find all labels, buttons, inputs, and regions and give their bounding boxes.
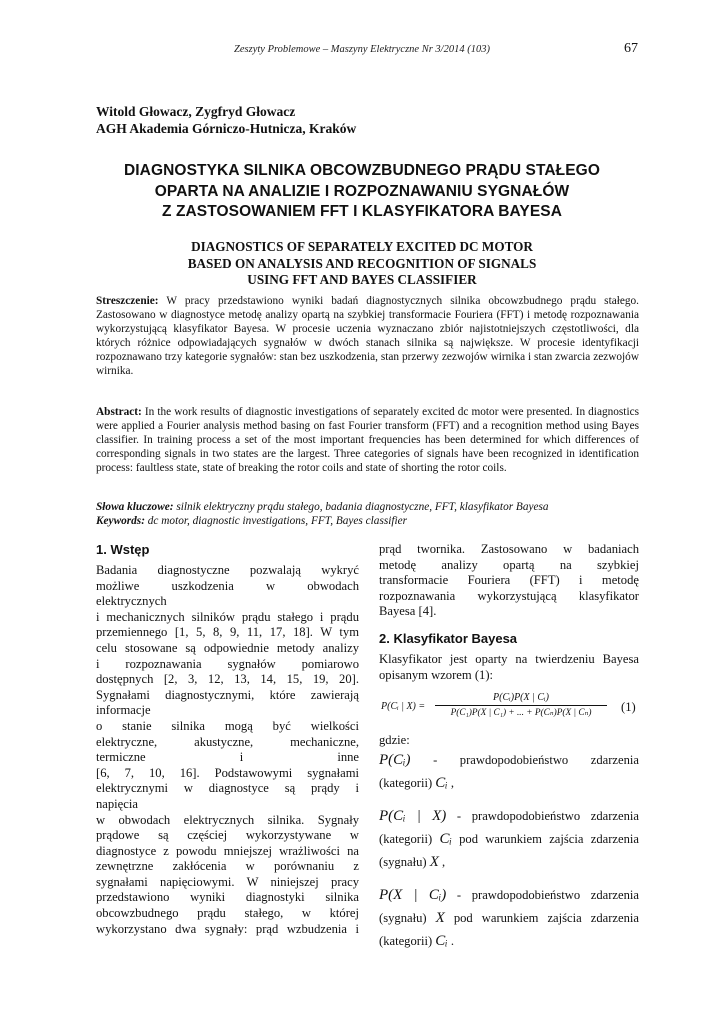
text-line: wykorzystano dwa sygnały: prąd wzbudzenia i: [96, 921, 359, 936]
definition-text: pod warunkiem zajścia zdarzenia: [444, 910, 639, 925]
text-line: elektryczne, akustyczne, mechaniczne,: [96, 734, 359, 749]
keywords-block: [96, 500, 656, 528]
text-line: o stanie silnika mogą być wielkości: [96, 718, 359, 733]
title-pl-line: DIAGNOSTYKA SILNIKA OBCOWZBUDNEGO PRĄDU STAŁEGO: [123, 162, 600, 179]
text-line: zewnętrzne zakłócenia w porównaniu z: [96, 859, 359, 874]
title-pl-line: OPARTA NA ANALIZIE I ROZPOZNAWANIU SYGNAŁÓW: [154, 182, 570, 200]
section-heading-intro: 1. Wstęp: [96, 542, 150, 557]
intro-continuation: [379, 542, 639, 620]
streszczenie-paragraph: [96, 294, 639, 378]
text-line: rozpoznawania wykorzystującą klasyfikator: [379, 588, 639, 603]
title-en-line: USING FFT AND BAYES CLASSIFIER: [247, 272, 477, 287]
definition-line: [379, 851, 639, 874]
keywords-en: [96, 514, 656, 528]
formula-fraction: [435, 691, 607, 720]
definition-line: [379, 884, 639, 907]
text-line: elektrycznymi w diagnostyce są prądy i: [96, 781, 359, 796]
streszczenie-text: W pracy przedstawiono wyniki badań diagnostycznych silnika obcowzbudnego prądu stałego. Zastosowano w diagnostyce metodę analizy opartą na szybkiej transformacie Fouriera (FFT) i metodę rozpoznawania wykorzystującą klasyfikator Bayesa. W procesie uczenia wyznaczano zbiór najistotniejszych częstotliwości, dla których różnice odpowiadających sygnałów w dwóch stanach silnika są największe. W procesie identyfikacji rozpoznawano trzy kategorie sygnałów: stan bez uszkodzenia, stan przerwy zezwojów wirnika i stan zwarcia zezwojów wirnika.: [96, 295, 639, 377]
text-line: i mechanicznych silników prądu stałego i prądu: [96, 609, 359, 624]
formula-denominator: P(C₁)P(X | C₁) + ... + P(Cₙ)P(X | Cₙ): [450, 708, 592, 719]
definition-line: [379, 907, 639, 930]
author-block: [96, 103, 356, 137]
text-line: prądowe są częściej wykorzystywane w: [96, 828, 359, 843]
definition-text: (kategorii): [379, 933, 436, 948]
abstract-text: In the work results of diagnostic investigations of separately excited dc motor were presented. In diagnostics were applied a Fourier analysis method basing on fast Fourier transform (FFT) and a recognition method using Bayes classifier. In training process a set of the most important frequencies has been determined for which differences of corresponding signals in two states are the largest. Three categories of signals have been recognized in identification process: faultless state, state of breaking the rotor coils and state of shorting the rotor coils.: [96, 406, 639, 474]
math-symbol: P(Cᵢ): [379, 751, 411, 768]
definition-text: ,: [438, 854, 446, 869]
gdzie-label: gdzie:: [379, 733, 410, 748]
definition-text: - prawdopodobieństwo zdarzenia: [446, 887, 639, 902]
definition-text: ,: [447, 775, 454, 790]
abstract-paragraph: [96, 405, 639, 475]
formula-numerator: P(Cᵢ)P(X | Cᵢ): [493, 692, 549, 704]
definition-item: [379, 749, 639, 795]
definition-item: [379, 884, 639, 953]
definition-line: [379, 749, 639, 772]
keywords-pl-label: Słowa kluczowe:: [96, 501, 174, 513]
math-symbol: Cᵢ: [435, 774, 448, 791]
fraction-bar: [435, 705, 607, 706]
page-number: 67: [624, 41, 638, 56]
text-line: metodę analizy opartą na szybkiej: [379, 557, 639, 572]
definition-text: (kategorii): [379, 775, 436, 790]
text-line: przemiennego [1, 5, 8, 9, 11, 17, 18]. W tym: [96, 625, 359, 640]
math-symbol: X: [435, 909, 445, 926]
left-column: [96, 541, 359, 937]
text-line: Badania diagnostyczne pozwalają wykryć: [96, 563, 359, 577]
title-pl-line: Z ZASTOSOWANIEM FFT I KLASYFIKATORA BAYESA: [161, 203, 563, 220]
math-symbol: P(X | Cᵢ): [379, 886, 447, 903]
running-head: Zeszyty Problemowe – Maszyny Elektryczne Nr 3/2014 (103): [234, 44, 490, 55]
definition-text: (kategorii): [379, 831, 440, 846]
text-line: Klasyfikator jest oparty na twierdzeniu Bayesa: [379, 651, 639, 666]
text-line: opisanym wzorem (1):: [379, 667, 494, 682]
text-line: elektrycznych: [96, 594, 167, 609]
text-line: Sygnałami diagnostycznymi, które zawierają: [96, 687, 359, 702]
math-symbol: X: [429, 853, 439, 870]
author-affiliation: AGH Akademia Górniczo-Hutnicza, Kraków: [96, 121, 357, 136]
text-line: w obwodach elektrycznych silnika. Sygnały: [96, 812, 359, 827]
definition-text: (sygnału): [379, 854, 430, 869]
text-line: przedstawiono wyniki diagnostyki silnika: [96, 890, 359, 905]
keywords-en-label: Keywords:: [96, 515, 145, 527]
text-line: możliwe uszkodzenia w obwodach: [96, 578, 359, 593]
keywords-en-text: dc motor, diagnostic investigations, FFT, Bayes classifier: [144, 515, 408, 527]
definition-line: [379, 828, 639, 851]
text-line: dostępnych [2, 3, 12, 13, 14, 15, 19, 20].: [96, 672, 359, 687]
equation-number: (1): [621, 700, 636, 715]
text-line: obcowzbudnego prądu stałego, w której: [96, 906, 359, 921]
definition-text: - prawdopodobieństwo zdarzenia: [446, 808, 639, 823]
text-line: diagnostyce z powodu mniejszej wrażliwości na: [96, 843, 359, 858]
definition-item: [379, 805, 639, 874]
bayes-formula: [379, 691, 639, 725]
title-english: [0, 239, 724, 289]
intro-body: [96, 563, 359, 937]
title-polish: [0, 161, 724, 223]
text-line: [6, 7, 10, 16]. Podstawowymi sygnałami: [96, 765, 359, 780]
keywords-pl: [96, 500, 656, 514]
author-names: Witold Głowacz, Zygfryd Głowacz: [96, 104, 296, 119]
title-en-line: BASED ON ANALYSIS AND RECOGNITION OF SIGNALS: [187, 255, 537, 271]
text-line: transformacie Fouriera (FFT) i metodę: [379, 573, 639, 588]
math-symbol: Cᵢ: [435, 932, 448, 949]
section-heading-bayes: 2. Klasyfikator Bayesa: [379, 630, 518, 646]
streszczenie-label: Streszczenie:: [96, 295, 159, 307]
math-symbol: Cᵢ: [439, 830, 452, 847]
abstract-label: Abstract:: [96, 406, 142, 418]
math-symbol: P(Cᵢ | X): [379, 807, 447, 824]
text-line: prąd twornika. Zastosowano w badaniach: [379, 542, 639, 556]
keywords-pl-text: silnik elektryczny prądu stałego, badania diagnostyczne, FFT, klasyfikator Bayesa: [173, 501, 549, 513]
definition-text: - prawdopodobieństwo zdarzenia: [410, 752, 639, 767]
definition-text: (sygnału): [379, 910, 436, 925]
symbol-definitions: [379, 749, 639, 953]
text-line: termiczne i inne: [96, 750, 359, 765]
bayes-body: [379, 652, 639, 683]
text-line: celu stosowane są odpowiednie metody analizy: [96, 640, 359, 655]
text-line: sygnałami napięciowymi. W niniejszej pracy: [96, 874, 359, 889]
definition-line: [379, 930, 639, 953]
definition-text: .: [447, 933, 454, 948]
definition-text: pod warunkiem zajścia zdarzenia: [451, 831, 639, 846]
text-line: informacje: [96, 703, 151, 718]
text-line: i rozpoznawania sygnałów pomiarowo: [96, 656, 359, 671]
definition-line: [379, 772, 639, 795]
text-line: Bayesa [4].: [379, 604, 437, 619]
right-column: [379, 542, 639, 953]
title-en-line: DIAGNOSTICS OF SEPARATELY EXCITED DC MOTOR: [191, 239, 533, 254]
formula-lhs: P(Cᵢ | X) =: [381, 701, 426, 713]
definition-line: [379, 805, 639, 828]
text-line: napięcia: [96, 796, 138, 811]
